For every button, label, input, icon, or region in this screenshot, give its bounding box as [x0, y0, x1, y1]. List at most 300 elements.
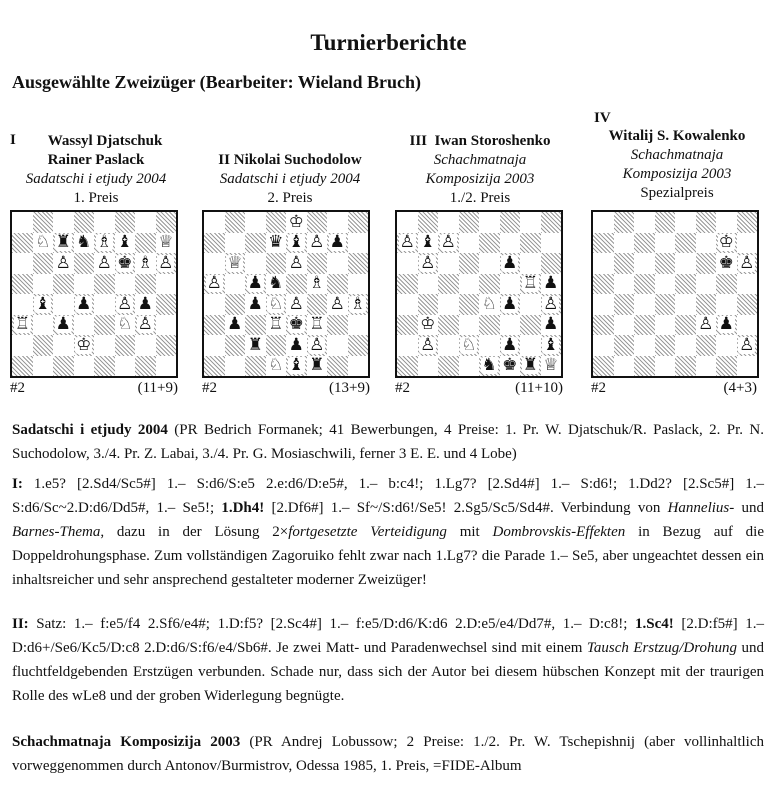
black-king-piece: ♚	[502, 355, 518, 376]
board-square	[675, 315, 696, 336]
board-square	[53, 356, 74, 377]
white-knight-piece: ♘	[461, 334, 477, 355]
white-pawn-piece: ♙	[399, 232, 415, 253]
board-square	[716, 356, 737, 377]
board-square	[655, 233, 676, 254]
black-rook-piece: ♜	[55, 232, 71, 253]
solution-1-text: 1.e5? [2.Sd4/Sc5#] 1.– S:d6/S:e5 2.e:d6/D:e5#, 1.– b:c4!; 1.Lg7? [2.Sd4#] 1.– S:d6!; 1.Dd2? [2.Sc5#] 1.– S:d6/Sc~2.D:d6/Dd5#, 1.– Se5!;	[12, 476, 764, 516]
black-pawn-piece: ♟	[502, 252, 518, 273]
chess-board-2	[202, 210, 370, 378]
board-square	[204, 212, 225, 233]
problem-4-author-1: Witalij S. Kowalenko	[608, 128, 746, 144]
board-square	[614, 233, 635, 254]
board-square	[520, 233, 541, 254]
board-square	[286, 294, 307, 315]
board-square	[614, 335, 635, 356]
board-square	[593, 315, 614, 336]
board-square	[438, 315, 459, 336]
problem-1-author-1: Wassyl Djatschuk	[47, 133, 163, 149]
board-square	[115, 253, 136, 274]
board-square	[266, 233, 287, 254]
problem-1-stipulation: #2	[10, 380, 25, 396]
solution-2-text-c: und fluchtfeldgebenden Erstzügen verbunden. Schade nur, dass sich der Autor bei diesem hübschen Konzept mit der traurigen Rolle des wLe8 und der groben Widerlegung begnügte.	[12, 640, 764, 704]
solution-1-label: I:	[12, 476, 23, 492]
board-square	[614, 294, 635, 315]
white-knight-piece: ♘	[117, 314, 133, 335]
black-pawn-piece: ♟	[76, 293, 92, 314]
board-square	[737, 212, 758, 233]
problem-1-author-2: Rainer Paslack	[47, 152, 145, 168]
board-square	[74, 356, 95, 377]
board-square	[156, 294, 177, 315]
problem-3-award: 1./2. Preis	[449, 190, 511, 206]
board-square	[479, 335, 500, 356]
board-square	[614, 315, 635, 336]
chess-board-4	[591, 210, 759, 378]
board-square	[307, 212, 328, 233]
board-square	[418, 315, 439, 336]
board-square	[327, 212, 348, 233]
white-pawn-piece: ♙	[288, 252, 304, 273]
board-square	[675, 253, 696, 274]
black-queen-piece: ♛	[268, 232, 284, 253]
board-square	[245, 335, 266, 356]
section-subtitle: Ausgewählte Zweizüger (Bearbeiter: Wieland Bruch)	[12, 72, 421, 92]
board-square	[115, 356, 136, 377]
board-square	[716, 274, 737, 295]
problem-1-header	[8, 132, 184, 208]
paragraph-tournament-2	[12, 730, 764, 778]
board-square	[12, 253, 33, 274]
problem-2-header	[200, 151, 380, 208]
board-square	[74, 294, 95, 315]
board-square	[716, 315, 737, 336]
board-square	[541, 274, 562, 295]
paragraph-solution-1	[12, 472, 764, 592]
board-square	[348, 335, 369, 356]
black-pawn-piece: ♟	[247, 293, 263, 314]
white-king-piece: ♔	[718, 232, 734, 253]
problem-4-header	[588, 127, 766, 203]
board-square	[327, 315, 348, 336]
board-square	[655, 315, 676, 336]
board-square	[225, 294, 246, 315]
board-square	[614, 274, 635, 295]
board-square	[156, 315, 177, 336]
board-square	[418, 212, 439, 233]
board-square	[397, 294, 418, 315]
board-square	[53, 233, 74, 254]
white-pawn-piece: ♙	[137, 314, 153, 335]
board-square	[541, 335, 562, 356]
board-square	[634, 335, 655, 356]
board-square	[459, 315, 480, 336]
board-square	[459, 233, 480, 254]
board-square	[307, 274, 328, 295]
board-square	[541, 233, 562, 254]
board-square	[655, 356, 676, 377]
board-square	[135, 335, 156, 356]
board-square	[520, 212, 541, 233]
white-pawn-piece: ♙	[55, 252, 71, 273]
board-square	[156, 356, 177, 377]
board-square	[716, 253, 737, 274]
board-square	[418, 335, 439, 356]
solution-2-text: Satz: 1.– f:e5/f4 2.Sf6/e4#; 1.D:f5? [2.Sc4#] 1.– f:e5/D:d6/K:d6 2.D:e5/e4/Dd7#, 1.– D:c8!;	[28, 616, 635, 632]
board-square	[634, 212, 655, 233]
board-square	[696, 212, 717, 233]
board-square	[225, 253, 246, 274]
board-square	[53, 274, 74, 295]
problem-1-count: (11+9)	[137, 380, 178, 396]
board-square	[593, 233, 614, 254]
white-rook-piece: ♖	[522, 273, 538, 294]
board-square	[438, 356, 459, 377]
board-square	[397, 335, 418, 356]
board-square	[459, 356, 480, 377]
board-square	[115, 233, 136, 254]
board-square	[593, 335, 614, 356]
problem-3-count: (11+10)	[515, 380, 563, 396]
white-queen-piece: ♕	[158, 232, 174, 253]
board-square	[33, 212, 54, 233]
board-square	[94, 233, 115, 254]
white-pawn-piece: ♙	[420, 252, 436, 273]
problem-4-award: Spezialpreis	[640, 185, 714, 201]
problem-2-author-1: Nikolai Suchodolow	[233, 152, 362, 168]
board-square	[307, 315, 328, 336]
white-pawn-piece: ♙	[543, 293, 559, 314]
problem-3-source: Schachmatnaja Komposizija 2003	[425, 152, 535, 187]
board-square	[266, 356, 287, 377]
board-square	[397, 253, 418, 274]
board-square	[397, 274, 418, 295]
board-square	[33, 356, 54, 377]
board-square	[12, 212, 33, 233]
board-square	[438, 253, 459, 274]
problem-4-count: (4+3)	[723, 380, 757, 396]
board-square	[541, 315, 562, 336]
board-square	[397, 233, 418, 254]
board-square	[634, 253, 655, 274]
black-pawn-piece: ♟	[543, 273, 559, 294]
board-square	[225, 212, 246, 233]
board-square	[307, 335, 328, 356]
solution-1-key: 1.Dh4!	[221, 500, 265, 516]
board-square	[327, 274, 348, 295]
white-rook-piece: ♖	[309, 314, 325, 335]
board-square	[418, 274, 439, 295]
board-square	[716, 335, 737, 356]
black-bishop-piece: ♝	[543, 334, 559, 355]
board-square	[500, 212, 521, 233]
problem-3-numeral: III	[409, 133, 427, 149]
black-pawn-piece: ♟	[227, 314, 243, 335]
board-square	[245, 212, 266, 233]
board-square	[135, 315, 156, 336]
board-square	[266, 253, 287, 274]
board-square	[634, 294, 655, 315]
board-square	[266, 335, 287, 356]
board-square	[53, 253, 74, 274]
board-square	[204, 274, 225, 295]
board-square	[245, 233, 266, 254]
board-square	[135, 356, 156, 377]
black-pawn-piece: ♟	[502, 293, 518, 314]
board-square	[655, 253, 676, 274]
black-bishop-piece: ♝	[35, 293, 51, 314]
black-rook-piece: ♜	[247, 334, 263, 355]
white-pawn-piece: ♙	[96, 252, 112, 273]
white-knight-piece: ♘	[35, 232, 51, 253]
board-square	[348, 294, 369, 315]
paragraph-solution-2	[12, 612, 764, 708]
board-square	[33, 315, 54, 336]
white-pawn-piece: ♙	[288, 293, 304, 314]
white-rook-piece: ♖	[14, 314, 30, 335]
board-square	[135, 233, 156, 254]
board-square	[634, 233, 655, 254]
board-square	[115, 212, 136, 233]
board-square	[135, 294, 156, 315]
board-square	[286, 356, 307, 377]
board-square	[500, 253, 521, 274]
board-square	[438, 233, 459, 254]
tournament-1-details: (PR Bedrich Formanek; 41 Bewerbungen, 4 Preise: 1. Pr. W. Djatschuk/R. Paslack, 2. Pr. N. Suchodolow, 3./4. Pr. Z. Labai, 3./4. Pr. G. Mosiaschwili, ferner 3 E. E. und 4 Lobe)	[12, 422, 764, 462]
black-pawn-piece: ♟	[543, 314, 559, 335]
board-square	[634, 274, 655, 295]
board-square	[115, 335, 136, 356]
board-square	[500, 315, 521, 336]
board-square	[696, 335, 717, 356]
board-square	[520, 274, 541, 295]
board-square	[479, 315, 500, 336]
board-square	[737, 335, 758, 356]
board-square	[541, 356, 562, 377]
board-square	[94, 356, 115, 377]
board-square	[520, 294, 541, 315]
board-square	[675, 335, 696, 356]
board-square	[156, 212, 177, 233]
board-square	[245, 294, 266, 315]
board-square	[12, 356, 33, 377]
black-bishop-piece: ♝	[117, 232, 133, 253]
white-king-piece: ♔	[420, 314, 436, 335]
board-square	[286, 335, 307, 356]
black-king-piece: ♚	[117, 252, 133, 273]
board-square	[33, 233, 54, 254]
board-square	[307, 233, 328, 254]
board-square	[418, 253, 439, 274]
board-square	[438, 274, 459, 295]
board-square	[593, 253, 614, 274]
solution-2-theme-1: Tausch Erstzug/Drohung	[586, 640, 737, 656]
board-square	[634, 356, 655, 377]
board-square	[53, 315, 74, 336]
board-square	[12, 315, 33, 336]
board-square	[74, 253, 95, 274]
board-square	[327, 335, 348, 356]
board-square	[156, 253, 177, 274]
board-square	[655, 335, 676, 356]
black-king-piece: ♚	[718, 252, 734, 273]
board-square	[204, 253, 225, 274]
tournament-2-details: (PR Andrej Lobussow; 2 Preise: 1./2. Pr. W. Tschepishnij (aber vollinhaltlich vorweggenommen durch Antonov/Burmistrov, Odessa 1985, 1. Preis, =FIDE-Album	[12, 734, 765, 774]
board-square	[53, 294, 74, 315]
board-square	[307, 253, 328, 274]
black-pawn-piece: ♟	[247, 273, 263, 294]
board-square	[156, 233, 177, 254]
board-square	[94, 274, 115, 295]
problem-2-source: Sadatschi i etjudy 2004	[219, 171, 361, 187]
board-square	[307, 294, 328, 315]
white-bishop-piece: ♗	[350, 293, 366, 314]
problem-1-award: 1. Preis	[73, 190, 119, 206]
white-rook-piece: ♖	[268, 314, 284, 335]
black-bishop-piece: ♝	[420, 232, 436, 253]
board-square	[479, 274, 500, 295]
white-pawn-piece: ♙	[309, 334, 325, 355]
board-square	[479, 212, 500, 233]
board-square	[500, 294, 521, 315]
chess-board-1	[10, 210, 178, 378]
paragraph-tournament-1	[12, 418, 764, 466]
board-square	[500, 274, 521, 295]
board-square	[675, 356, 696, 377]
white-bishop-piece: ♗	[309, 273, 325, 294]
white-knight-piece: ♘	[481, 293, 497, 314]
board-square	[614, 253, 635, 274]
problem-4-stipulation: #2	[591, 380, 606, 396]
board-square	[438, 212, 459, 233]
board-square	[74, 315, 95, 336]
board-square	[520, 253, 541, 274]
white-queen-piece: ♕	[227, 252, 243, 273]
board-square	[737, 315, 758, 336]
board-square	[74, 212, 95, 233]
problem-3-header	[392, 132, 568, 208]
white-knight-piece: ♘	[268, 355, 284, 376]
board-square	[245, 253, 266, 274]
board-square	[500, 356, 521, 377]
board-square	[327, 253, 348, 274]
black-rook-piece: ♜	[309, 355, 325, 376]
black-knight-piece: ♞	[268, 273, 284, 294]
board-square	[438, 335, 459, 356]
board-square	[115, 274, 136, 295]
board-square	[115, 294, 136, 315]
board-square	[479, 233, 500, 254]
board-square	[266, 212, 287, 233]
solution-1-text-f: in Bezug auf die Doppeldrohungsphase. Zum vollständigen Zagoruiko fehlt zwar nach 1.Lg7? die Parade 1.– Se5, aber ungeachtet dessen ein inhaltsreicher und sehr ansprechend gestalteter moderner Zweizüger!	[12, 524, 764, 588]
board-square	[520, 335, 541, 356]
board-square	[675, 233, 696, 254]
board-square	[94, 253, 115, 274]
board-square	[737, 253, 758, 274]
black-pawn-piece: ♟	[718, 314, 734, 335]
board-square	[520, 356, 541, 377]
board-square	[737, 294, 758, 315]
board-square	[348, 315, 369, 336]
board-square	[696, 233, 717, 254]
white-pawn-piece: ♙	[420, 334, 436, 355]
chess-board-3	[395, 210, 563, 378]
board-square	[286, 233, 307, 254]
board-square	[94, 212, 115, 233]
white-pawn-piece: ♙	[739, 252, 755, 273]
problem-3-author-1: Iwan Storoshenko	[434, 133, 551, 149]
board-square	[135, 274, 156, 295]
white-knight-piece: ♘	[268, 293, 284, 314]
black-pawn-piece: ♟	[137, 293, 153, 314]
solution-1-text-e: mit	[446, 524, 493, 540]
solution-1-text-d: , dazu in der Lösung 2×	[100, 524, 289, 540]
board-square	[94, 294, 115, 315]
board-square	[418, 294, 439, 315]
white-bishop-piece: ♗	[96, 232, 112, 253]
board-square	[397, 356, 418, 377]
board-square	[12, 233, 33, 254]
board-square	[397, 212, 418, 233]
solution-2-key: 1.Sc4!	[635, 616, 674, 632]
board-square	[156, 335, 177, 356]
board-square	[593, 356, 614, 377]
white-pawn-piece: ♙	[117, 293, 133, 314]
problem-4-source: Schachmatnaja Komposizija 2003	[622, 147, 732, 182]
board-square	[696, 356, 717, 377]
board-square	[74, 233, 95, 254]
board-square	[266, 294, 287, 315]
problem-3-stipulation: #2	[395, 380, 410, 396]
board-square	[479, 356, 500, 377]
board-square	[327, 356, 348, 377]
tournament-1-name: Sadatschi i etjudy 2004	[12, 422, 168, 438]
board-square	[655, 274, 676, 295]
board-square	[459, 294, 480, 315]
board-square	[696, 274, 717, 295]
board-square	[225, 274, 246, 295]
black-rook-piece: ♜	[522, 355, 538, 376]
board-square	[245, 274, 266, 295]
board-square	[74, 335, 95, 356]
problem-2-award: 2. Preis	[267, 190, 313, 206]
white-pawn-piece: ♙	[739, 334, 755, 355]
board-square	[245, 315, 266, 336]
board-square	[397, 315, 418, 336]
problem-1-source: Sadatschi i etjudy 2004	[25, 171, 167, 187]
board-square	[348, 233, 369, 254]
board-square	[479, 294, 500, 315]
board-square	[716, 233, 737, 254]
board-square	[614, 212, 635, 233]
board-square	[286, 212, 307, 233]
board-square	[500, 233, 521, 254]
board-square	[204, 356, 225, 377]
problem-2-count: (13+9)	[329, 380, 370, 396]
board-square	[286, 315, 307, 336]
board-square	[737, 274, 758, 295]
board-square	[204, 335, 225, 356]
board-square	[53, 335, 74, 356]
board-square	[245, 356, 266, 377]
solution-1-theme-4: Dombrovskis-Effekten	[492, 524, 626, 540]
page-title: Turnierberichte	[310, 30, 467, 55]
white-pawn-piece: ♙	[206, 273, 222, 294]
board-square	[541, 294, 562, 315]
board-square	[675, 294, 696, 315]
problem-2-numeral: II	[218, 152, 230, 168]
black-pawn-piece: ♟	[329, 232, 345, 253]
